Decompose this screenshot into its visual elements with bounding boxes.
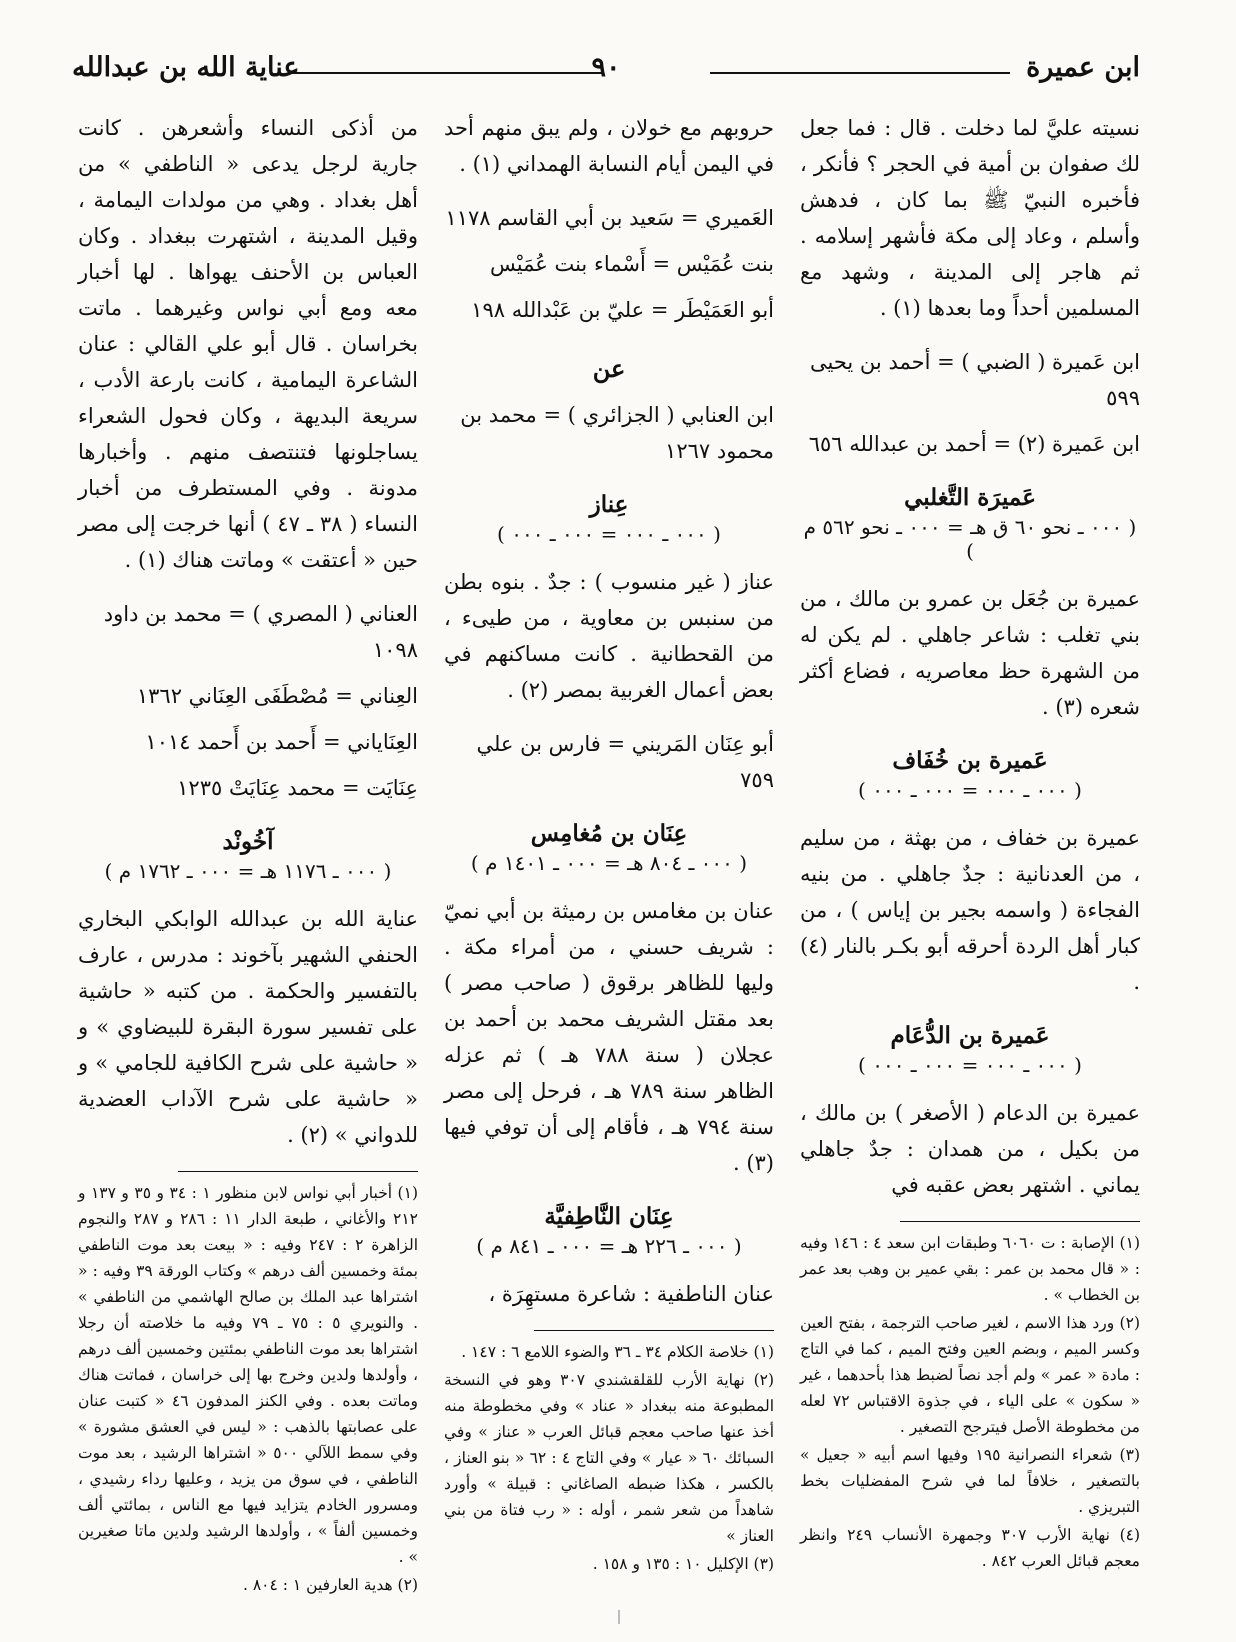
- entry-dates: ( ٠٠٠ ـ ٠٠٠ = ٠٠٠ ـ ٠٠٠ ): [858, 778, 1082, 802]
- entry-title: عَميرَة التَّغلبي: [904, 484, 1036, 511]
- section-heading: عن: [592, 354, 626, 383]
- footnote-rule: [900, 1221, 1140, 1222]
- text-columns: [78, 110, 1140, 1600]
- footnote: (٢) ورد هذا الاسم ، لغير صاحب الترجمة ، بفتح العين وكسر الميم ، وبضم العين وفتح الميم ، كما في التاج : مادة « عمر » ولم أجد نصاً لضبط هذا بأحدهما ، غير « سكون » على الياء ، في جذوة الاقتباس ٧٢ لعله من مخطوطة الأصل فيترجح التصغير .: [800, 1314, 1140, 1436]
- footnote-rule: [534, 1330, 774, 1331]
- cross-reference: أبو العَمَيْطَر = عليّ بن عَبْدالله ١٩٨: [471, 298, 774, 322]
- cross-reference: بنت عُمَيْس = أَسْماء بنت عُمَيْس: [490, 252, 774, 276]
- scan-mark: [618, 1610, 620, 1624]
- cross-reference: عِنَايَت = محمد عِنَايَتْ ١٢٣٥: [177, 776, 418, 800]
- cross-reference: ابن عَميرة (٢) = أحمد بن عبدالله ٦٥٦: [808, 432, 1140, 456]
- entry-text: عميرة بن جُعَل بن عمرو بن مالك ، من بني تغلب : شاعر جاهلي . لم يكن له من الشهرة حظ معاصريه ، فضاع أكثر شعره (٣) .: [800, 587, 1140, 719]
- page-number: ٩٠: [591, 52, 621, 83]
- entry-title: عِناز: [589, 491, 629, 518]
- header-rule-right: [710, 72, 1010, 74]
- footnote-rule: [178, 1171, 418, 1172]
- entry-title: عِنَان النَّاطِفيَّة: [544, 1203, 674, 1230]
- entry-text: عنان بن مغامس بن رميثة بن أبي نميّ : شريف حسني ، من أمراء مكة . وليها للظاهر برقوق ( صاحب مصر ) بعد مقتل الشريف محمد بن أحمد بن عجلان ( سنة ٧٨٨ هـ ) ثم عزله الظاهر سنة ٧٨٩ هـ ، فرحل إلى مصر سنة ٧٩٤ هـ ، فأقام إلى أن توفي فيها (٣) .: [444, 899, 775, 1175]
- footnote: (١) الإصابة : ت ٦٠٦٠ وطبقات ابن سعد ٤ : ١٤٦ وفيه : « قال محمد بن عمر : بقي عمير بن وهب بعد عمر بن الخطاب » .: [800, 1234, 1140, 1304]
- header-rule-left: [292, 72, 602, 74]
- cross-reference: العناني ( المصري ) = محمد بن داود ١٠٩٨: [103, 602, 418, 662]
- footnote: (١) خلاصة الكلام ٣٤ ـ ٣٦ والضوء اللامع ٦ : ١٤٧ .: [461, 1343, 774, 1361]
- column-middle: [444, 110, 774, 1600]
- cross-reference: العَميري = سَعيد بن أبي القاسم ١١٧٨: [445, 206, 774, 230]
- paragraph: نسيته عليَّ لما دخلت . قال : فما جعل لك صفوان بن أمية في الحجر ؟ فأنكر ، فأخبره النبيّ ﷺ بما كان ، فدهش وأسلم ، وعاد إلى مكة فأشهر إسلامه . ثم هاجر إلى المدينة ، وشهد مع المسلمين أحداً وما بعدها (١) .: [800, 116, 1140, 320]
- entry-dates: ( ٠٠٠ ـ ٠٠٠ = ٠٠٠ ـ ٠٠٠ ): [858, 1053, 1082, 1077]
- cross-reference: العِناني = مُصْطَفَى العِنَاني ١٣٦٢: [136, 684, 418, 708]
- column-left: [78, 110, 418, 1600]
- cross-reference: أبو عِنَان المَريني = فارس بن علي ٧٥٩: [476, 732, 774, 792]
- footnote: (١) أخبار أبي نواس لابن منظور ١ : ٣٤ و ٣٥ و ١٣٧ و ٢١٢ والأغاني ، طبعة الدار ١١ : ٢٨٦ و ٢٨٧ والنجوم الزاهرة ٢ : ٢٤٧ وفيه : « بيعت بعد موت الناطفي بمئة وخمسين ألف درهم » وكتاب الورقة ٣٩ وفيه : « اشتراها عبد الملك بن صالح الهاشمي من الناطفي » . والنويري ٥ : ٧٥ ـ ٧٩ وفيه ما خلاصته أن رجلا اشتراها بعد موت الناطفي بمئتين وخمسين ألف درهم ، وأولدها ولدين وخرج بها إلى خراسان ، فماتت هناك وماتت بعده . وفي الكنز المدفون ٤٦ « كتبت عنان على عصابتها بالذهب : « ليس في العشق مشورة » وفي سمط اللآلي ٥٠٠ « اشتراها الرشيد ، بعد موت الناطفي ، في سوق من يزيد ، وعليها رداء رشيدي ، ومسرور الخادم يتزايد فيها مع الناس ، بمائتي ألف وخمسين ألفاً » ، وأولدها الرشيد ولدين ماتا صغيرين » .: [78, 1184, 419, 1566]
- column-right: [800, 110, 1140, 1600]
- entry-text: عميرة بن الدعام ( الأصغر ) بن مالك ، من بكيل ، من همدان : جدٌ جاهلي يماني . اشتهر بعض عقبه في: [800, 1101, 1140, 1197]
- entry-text: عنان الناطفية : شاعرة مستهِرَة ،: [488, 1282, 774, 1306]
- footnote: (٤) نهاية الأرب ٣٠٧ وجمهرة الأنساب ٢٤٩ وانظر معجم قبائل العرب ٨٤٢ .: [800, 1526, 1141, 1570]
- entry-title: آخُونْد: [222, 828, 274, 855]
- entry-dates: ( ٠٠٠ ـ نحو ٦٠ ق هـ = ٠٠٠ ـ نحو ٥٦٢ م ): [803, 515, 1137, 563]
- entry-title: عِنَان بن مُغامِس: [530, 820, 688, 847]
- header-right-title: ابن عميرة: [1026, 52, 1140, 83]
- entry-dates: ( ٠٠٠ ـ ٠٠٠ = ٠٠٠ ـ ٠٠٠ ): [497, 522, 721, 546]
- entry-dates: ( ٠٠٠ ـ ٢٢٦ هـ = ٠٠٠ ـ ٨٤١ م ): [476, 1234, 742, 1258]
- footnote: (٢) هدية العارفين ١ : ٨٠٤ .: [242, 1576, 418, 1594]
- footnote: (٣) الإكليل ١٠ : ١٣٥ و ١٥٨ .: [592, 1555, 774, 1573]
- entry-text: عناز ( غير منسوب ) : جدٌ . بنوه بطن من سنبس بن معاوية ، من طيىء ، من القحطانية . كانت مساكنهم في بعض أعمال الغربية بمصر (٢) .: [444, 570, 774, 702]
- entry-dates: ( ٠٠٠ ـ ١١٧٦ هـ = ٠٠٠ ـ ١٧٦٢ م ): [104, 859, 392, 883]
- entry-text: عناية الله بن عبدالله الوابكي البخاري الحنفي الشهير بآخوند : مدرس ، عارف بالتفسير والحكمة . من كتبه « حاشية على تفسير سورة البقرة للبيضاوي » و « حاشية على شرح الكافية للجامي » و « حاشية على شرح الآداب العضدية للدواني » (٢) .: [78, 907, 418, 1147]
- cross-reference: ابن العنابي ( الجزائري ) = محمد بن محمود ١٢٦٧: [460, 403, 774, 463]
- paragraph: حروبهم مع خولان ، ولم يبق منهم أحد في اليمن أيام النسابة الهمداني (١) .: [444, 116, 774, 176]
- footnote: (٣) شعراء النصرانية ١٩٥ وفيها اسم أبيه « جعيل » بالتصغير ، خلافاً لما في شرح المفضليات بخط التبريزي .: [800, 1446, 1140, 1516]
- paragraph: من أذكى النساء وأشعرهن . كانت جارية لرجل يدعى « الناطفي » من أهل بغداد . وهي من مولدات اليمامة ، وقيل المدينة ، اشتهرت ببغداد . وكان العباس بن الأحنف يهواها . لها أخبار معه ومع أبي نواس وغيرهما . ماتت بخراسان . قال أبو علي القالي : عنان الشاعرة اليمامية ، كانت بارعة الأدب ، سريعة البديهة ، وكان فحول الشعراء يساجلونها فتنتصف منهم . وأخبارها مدونة . وفي المستطرف من أخبار النساء ( ٣٨ ـ ٤٧ ) أنها خرجت إلى مصر حين « أعتقت » وماتت هناك (١) .: [78, 116, 418, 572]
- footnote: (٢) نهاية الأرب للقلقشندي ٣٠٧ وهو في النسخة المطبوعة منه ببغداد « عناد » وفي مخطوطة منه أخذ عنها صاحب معجم قبائل العرب « عناز » وفي السبائك ٦٠ « عيار » وفي التاج ٤ : ٦٢ « بنو العناز ، بالكسر ، هكذا ضبطه الصاغاني : قبيلة » وأورد شاهداً من شعر شمر ، أوله : « رب فتاة من بني العناز »: [444, 1371, 775, 1545]
- cross-reference: ابن عَميرة ( الضبي ) = أحمد بن يحيى ٥٩٩: [810, 350, 1140, 410]
- header-left-title: عناية الله بن عبدالله: [72, 52, 300, 83]
- entry-text: عميرة بن خفاف ، من بهثة ، من سليم ، من العدنانية : جدٌ جاهلي . من بنيه الفجاءة ( واسمه بجير بن إياس ) ، من كبار أهل الردة أحرقه أبو بكـر بالنار (٤) .: [800, 826, 1140, 994]
- entry-title: عَميرة بن خُفَاف: [892, 747, 1048, 774]
- running-header: [72, 52, 1140, 92]
- entry-title: عَميرة بن الدُّعَام: [890, 1022, 1050, 1049]
- entry-dates: ( ٠٠٠ ـ ٨٠٤ هـ = ٠٠٠ ـ ١٤٠١ م ): [470, 851, 748, 875]
- cross-reference: العِنَاياني = أَحمد بن أَحمد ١٠١٤: [145, 730, 418, 754]
